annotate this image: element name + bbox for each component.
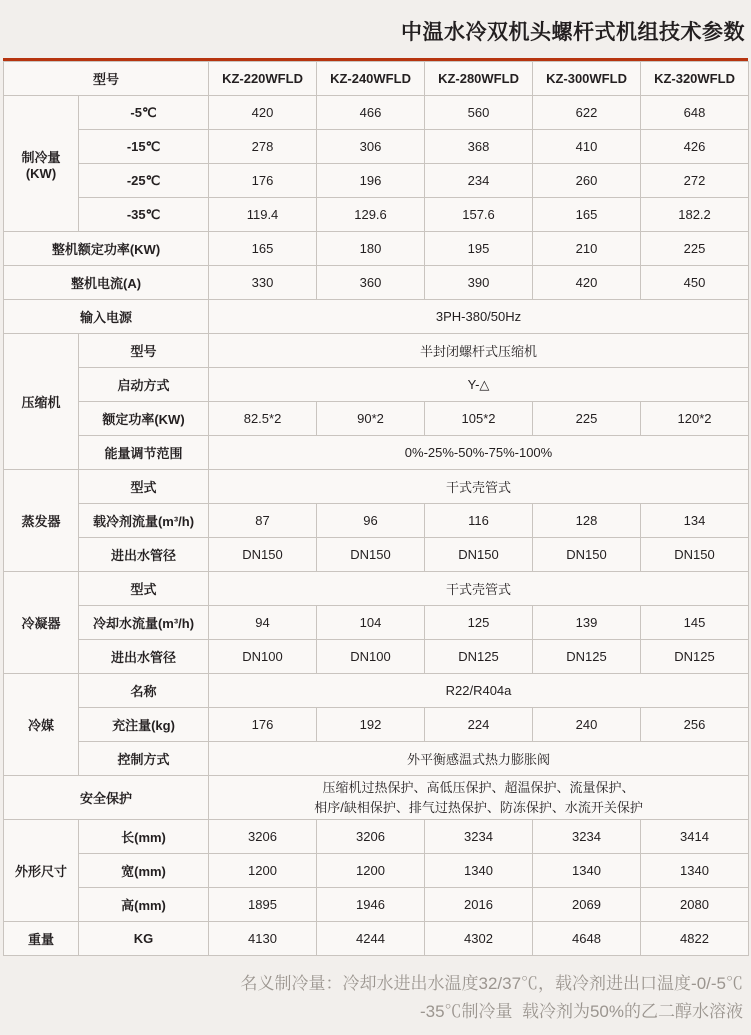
cell-condenser-pipe-0: DN100 (209, 640, 317, 674)
cell-evaporator-pipe-1: DN150 (317, 538, 425, 572)
group-label-compressor: 压缩机 (4, 334, 79, 470)
cell-evaporator-flow-0: 87 (209, 504, 317, 538)
cell-width-1: 1200 (317, 854, 425, 888)
cell-condenser-flow-1: 104 (317, 606, 425, 640)
cell-evaporator-flow-3: 128 (533, 504, 641, 538)
row-label-cooling-5: -5℃ (79, 96, 209, 130)
cell-evaporator-flow-1: 96 (317, 504, 425, 538)
cell-evaporator-type-value: 干式壳管式 (209, 470, 749, 504)
cell-cooling-5-4: 648 (641, 96, 749, 130)
header-model-3: KZ-300WFLD (533, 62, 641, 96)
table-row (4, 820, 749, 854)
cell-refrigerant-charge-3: 240 (533, 708, 641, 742)
cell-cooling-15-3: 410 (533, 130, 641, 164)
cell-weight-0: 4130 (209, 922, 317, 956)
header-model-label: 型号 (4, 62, 209, 96)
cell-weight-3: 4648 (533, 922, 641, 956)
cell-height-2: 2016 (425, 888, 533, 922)
cell-evaporator-pipe-4: DN150 (641, 538, 749, 572)
row-label-weight-kg: KG (79, 922, 209, 956)
table-row (4, 130, 749, 164)
cell-cooling-15-1: 306 (317, 130, 425, 164)
cell-length-0: 3206 (209, 820, 317, 854)
row-label-refrigerant-name: 名称 (79, 674, 209, 708)
table-row (4, 640, 749, 674)
table-row (4, 572, 749, 606)
table-row (4, 504, 749, 538)
table-row (4, 436, 749, 470)
row-label-cooling-35: -35℃ (79, 198, 209, 232)
cell-cooling-35-4: 182.2 (641, 198, 749, 232)
page-title: 中温水冷双机头螺杆式机组技术参数 (401, 21, 745, 44)
header-model-4: KZ-320WFLD (641, 62, 749, 96)
cell-rated-power-1: 180 (317, 232, 425, 266)
group-label-cooling-capacity: 制冷量(KW) (4, 96, 79, 232)
table-row (4, 470, 749, 504)
cell-cooling-25-4: 272 (641, 164, 749, 198)
cell-cooling-35-1: 129.6 (317, 198, 425, 232)
row-label-evaporator-type: 型式 (79, 470, 209, 504)
table-row (4, 922, 749, 956)
cell-rated-power-2: 195 (425, 232, 533, 266)
table-row (4, 368, 749, 402)
row-label-power-supply: 输入电源 (4, 300, 209, 334)
group-label-refrigerant: 冷媒 (4, 674, 79, 776)
cell-condenser-pipe-1: DN100 (317, 640, 425, 674)
cell-condenser-pipe-3: DN125 (533, 640, 641, 674)
cell-compressor-power-0: 82.5*2 (209, 402, 317, 436)
table-row (4, 232, 749, 266)
cell-cooling-25-2: 234 (425, 164, 533, 198)
table-row (4, 96, 749, 130)
cell-compressor-model-value: 半封闭螺杆式压缩机 (209, 334, 749, 368)
cell-evaporator-pipe-3: DN150 (533, 538, 641, 572)
row-label-height: 高(mm) (79, 888, 209, 922)
cell-evaporator-pipe-0: DN150 (209, 538, 317, 572)
table-row (4, 538, 749, 572)
cell-power-supply-value: 3PH-380/50Hz (209, 300, 749, 334)
specification-table (3, 61, 749, 956)
cell-length-3: 3234 (533, 820, 641, 854)
cell-rated-current-2: 390 (425, 266, 533, 300)
row-label-safety: 安全保护 (4, 776, 209, 820)
cell-refrigerant-charge-2: 224 (425, 708, 533, 742)
footer-line-1: 名义制冷量：冷却水进出水温度32/37℃，载冷剂进出口温度-0/-5℃ (240, 974, 743, 993)
cell-compressor-power-1: 90*2 (317, 402, 425, 436)
cell-condenser-flow-2: 125 (425, 606, 533, 640)
table-row (4, 164, 749, 198)
row-label-compressor-capacity-range: 能量调节范围 (79, 436, 209, 470)
cell-refrigerant-name-value: R22/R404a (209, 674, 749, 708)
row-label-compressor-power: 额定功率(KW) (79, 402, 209, 436)
cell-condenser-pipe-2: DN125 (425, 640, 533, 674)
cell-cooling-5-0: 420 (209, 96, 317, 130)
cell-cooling-5-1: 466 (317, 96, 425, 130)
cell-refrigerant-charge-4: 256 (641, 708, 749, 742)
group-label-evaporator: 蒸发器 (4, 470, 79, 572)
cell-evaporator-flow-2: 116 (425, 504, 533, 538)
cell-rated-current-1: 360 (317, 266, 425, 300)
row-label-rated-power: 整机额定功率(KW) (4, 232, 209, 266)
header-model-0: KZ-220WFLD (209, 62, 317, 96)
cell-condenser-flow-0: 94 (209, 606, 317, 640)
cell-cooling-5-3: 622 (533, 96, 641, 130)
cell-rated-power-3: 210 (533, 232, 641, 266)
row-label-cooling-15: -15℃ (79, 130, 209, 164)
cell-weight-2: 4302 (425, 922, 533, 956)
cell-rated-current-0: 330 (209, 266, 317, 300)
group-label-dimensions: 外形尺寸 (4, 820, 79, 922)
cell-cooling-15-0: 278 (209, 130, 317, 164)
cell-compressor-start-value: Y-△ (209, 368, 749, 402)
cell-evaporator-pipe-2: DN150 (425, 538, 533, 572)
cell-length-2: 3234 (425, 820, 533, 854)
footer-notes (0, 970, 751, 1026)
row-label-evaporator-pipe: 进出水管径 (79, 538, 209, 572)
cell-rated-power-4: 225 (641, 232, 749, 266)
cell-condenser-type-value: 干式壳管式 (209, 572, 749, 606)
cell-width-2: 1340 (425, 854, 533, 888)
cell-compressor-power-4: 120*2 (641, 402, 749, 436)
cell-cooling-25-3: 260 (533, 164, 641, 198)
cell-safety-value (209, 776, 749, 820)
cell-cooling-25-1: 196 (317, 164, 425, 198)
table-row (4, 198, 749, 232)
cell-evaporator-flow-4: 134 (641, 504, 749, 538)
table-row (4, 854, 749, 888)
row-label-evaporator-flow: 载冷剂流量(m³/h) (79, 504, 209, 538)
cell-height-4: 2080 (641, 888, 749, 922)
cell-condenser-flow-3: 139 (533, 606, 641, 640)
row-label-compressor-start: 启动方式 (79, 368, 209, 402)
table-row (4, 606, 749, 640)
safety-line-2: 相序/缺相保护、排气过热保护、防冻保护、水流开关保护 (314, 799, 643, 815)
row-label-length: 长(mm) (79, 820, 209, 854)
cell-refrigerant-control-value: 外平衡感温式热力膨胀阀 (209, 742, 749, 776)
cell-rated-current-3: 420 (533, 266, 641, 300)
cell-refrigerant-charge-0: 176 (209, 708, 317, 742)
cell-cooling-15-2: 368 (425, 130, 533, 164)
cell-height-1: 1946 (317, 888, 425, 922)
cell-width-4: 1340 (641, 854, 749, 888)
table-row (4, 402, 749, 436)
row-label-cooling-25: -25℃ (79, 164, 209, 198)
cell-cooling-5-2: 560 (425, 96, 533, 130)
row-label-compressor-model: 型号 (79, 334, 209, 368)
row-label-rated-current: 整机电流(A) (4, 266, 209, 300)
cell-compressor-power-3: 225 (533, 402, 641, 436)
row-label-condenser-type: 型式 (79, 572, 209, 606)
cell-width-0: 1200 (209, 854, 317, 888)
header-model-2: KZ-280WFLD (425, 62, 533, 96)
row-label-condenser-pipe: 进出水管径 (79, 640, 209, 674)
cell-height-0: 1895 (209, 888, 317, 922)
cell-cooling-35-2: 157.6 (425, 198, 533, 232)
cell-compressor-power-2: 105*2 (425, 402, 533, 436)
cell-length-4: 3414 (641, 820, 749, 854)
table-row (4, 674, 749, 708)
cell-condenser-pipe-4: DN125 (641, 640, 749, 674)
table-row (4, 708, 749, 742)
table-row (4, 266, 749, 300)
footer-line-2: -35℃制冷量 载冷剂为50%的乙二醇水溶液 (419, 1002, 743, 1022)
row-label-condenser-flow: 冷却水流量(m³/h) (79, 606, 209, 640)
group-label-weight: 重量 (4, 922, 79, 956)
row-label-width: 宽(mm) (79, 854, 209, 888)
table-row (4, 742, 749, 776)
cell-compressor-capacity-range-value: 0%-25%-50%-75%-100% (209, 436, 749, 470)
safety-line-1: 压缩机过热保护、高低压保护、超温保护、流量保护、 (322, 780, 635, 795)
cell-rated-current-4: 450 (641, 266, 749, 300)
cell-weight-4: 4822 (641, 922, 749, 956)
cell-cooling-35-3: 165 (533, 198, 641, 232)
cell-cooling-35-0: 119.4 (209, 198, 317, 232)
table-row (4, 888, 749, 922)
cell-cooling-15-4: 426 (641, 130, 749, 164)
cell-weight-1: 4244 (317, 922, 425, 956)
cell-height-3: 2069 (533, 888, 641, 922)
row-label-refrigerant-control: 控制方式 (79, 742, 209, 776)
cell-length-1: 3206 (317, 820, 425, 854)
header-model-1: KZ-240WFLD (317, 62, 425, 96)
table-row (4, 300, 749, 334)
cell-condenser-flow-4: 145 (641, 606, 749, 640)
table-row (4, 776, 749, 820)
cell-width-3: 1340 (533, 854, 641, 888)
table-row (4, 334, 749, 368)
cell-rated-power-0: 165 (209, 232, 317, 266)
row-label-refrigerant-charge: 充注量(kg) (79, 708, 209, 742)
cell-refrigerant-charge-1: 192 (317, 708, 425, 742)
cell-cooling-25-0: 176 (209, 164, 317, 198)
table-header-row (4, 62, 749, 96)
group-label-condenser: 冷凝器 (4, 572, 79, 674)
